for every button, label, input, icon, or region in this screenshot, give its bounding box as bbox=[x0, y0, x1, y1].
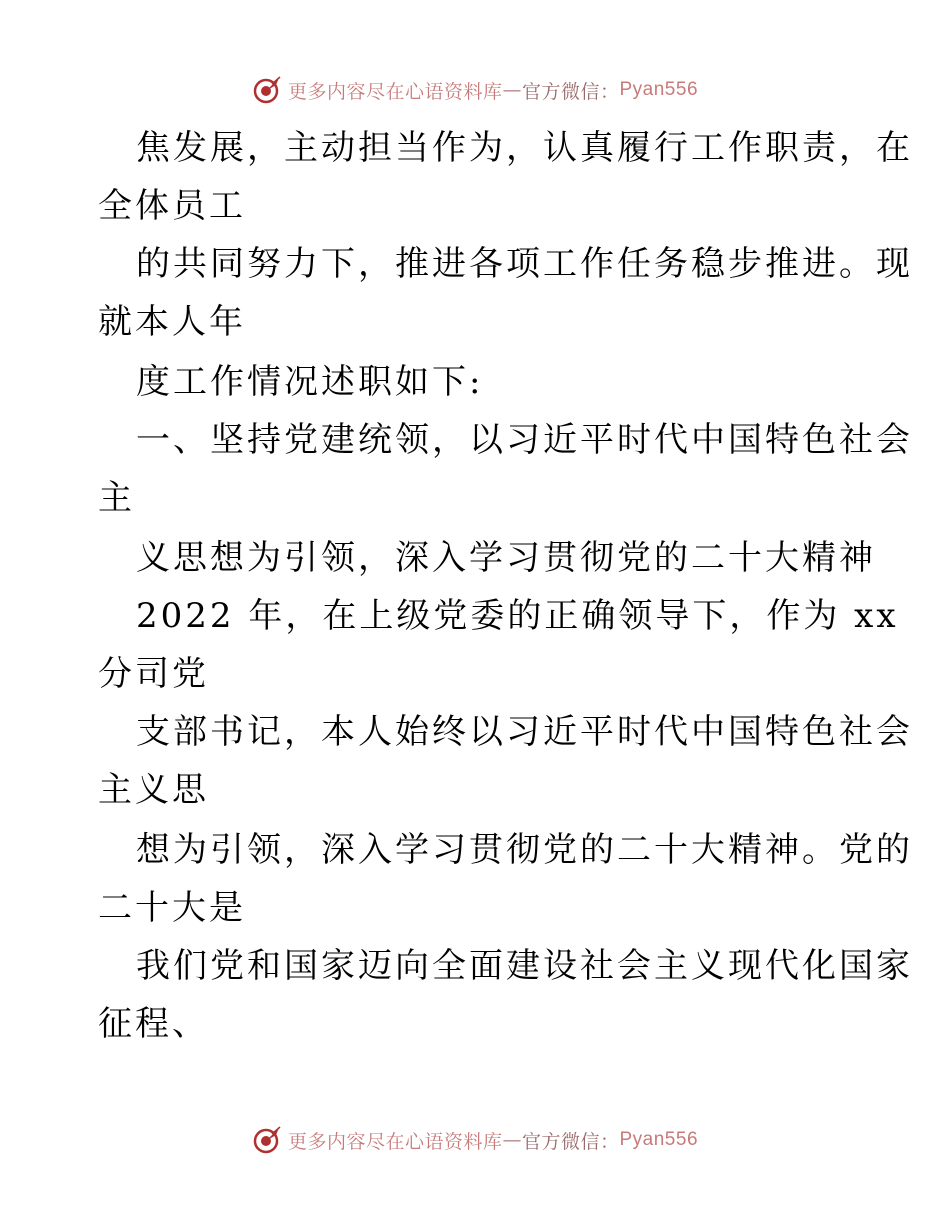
text-line: 2022 年，在上级党委的正确领导下，作为 xx bbox=[136, 596, 899, 636]
text-line: 二十大是 bbox=[98, 888, 246, 928]
quill-pen-logo-icon bbox=[252, 1125, 282, 1155]
text-line: 度工作情况述职如下: bbox=[136, 362, 484, 402]
text-line: 分司党 bbox=[98, 654, 209, 694]
banner-wechat-label: 官方微信： bbox=[521, 80, 620, 103]
text-line: 主 bbox=[98, 478, 135, 518]
text-line: 的共同努力下，推进各项工作任务稳步推进。现 bbox=[136, 244, 913, 284]
banner-wechat-id: Pyan556 bbox=[619, 1129, 699, 1150]
banner-separator: — bbox=[502, 1129, 522, 1151]
banner-separator: — bbox=[502, 79, 522, 101]
text-line: 我们党和国家迈向全面建设社会主义现代化国家 bbox=[136, 946, 913, 986]
banner-main-text: 更多内容尽在心语资料库 bbox=[287, 1130, 503, 1153]
text-line: 主义思 bbox=[98, 770, 209, 810]
footer-watermark-banner bbox=[0, 1120, 950, 1160]
text-line: 义思想为引领，深入学习贯彻党的二十大精神 bbox=[136, 538, 876, 578]
text-line: 全体员工 bbox=[98, 186, 246, 226]
banner-main-text: 更多内容尽在心语资料库 bbox=[287, 80, 503, 103]
text-line: 一、坚持党建统领，以习近平时代中国特色社会 bbox=[136, 420, 913, 460]
text-line: 想为引领，深入学习贯彻党的二十大精神。党的 bbox=[136, 830, 913, 870]
text-line: 就本人年 bbox=[98, 302, 246, 342]
text-line: 征程、 bbox=[98, 1004, 209, 1044]
text-line: 支部书记，本人始终以习近平时代中国特色社会 bbox=[136, 712, 913, 752]
banner-wechat-label: 官方微信： bbox=[521, 1130, 620, 1153]
banner-wechat-id: Pyan556 bbox=[619, 79, 699, 100]
text-line: 焦发展，主动担当作为，认真履行工作职责，在 bbox=[136, 128, 913, 168]
